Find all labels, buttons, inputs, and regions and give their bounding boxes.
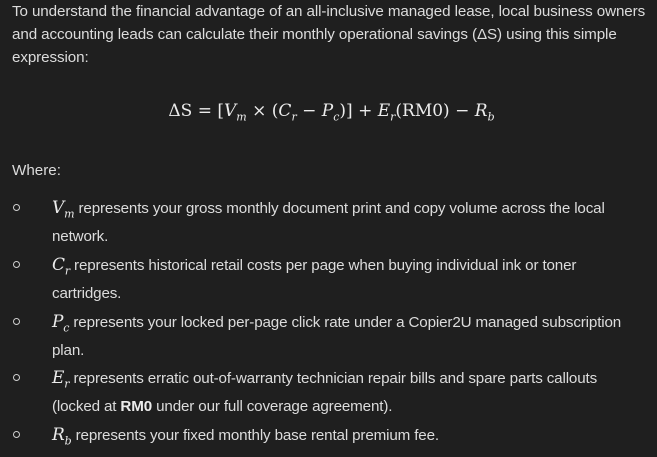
formula-rb-sub: b [487, 110, 495, 124]
definition-var: P [52, 312, 64, 332]
definition-desc: represents your gross monthly document print and copy volume across the local network. [52, 200, 605, 246]
definition-desc-before: represents erratic out-of-warranty technician repair bills and spare parts callouts (locked at [52, 370, 598, 416]
definition-text [52, 367, 642, 418]
definition-var: E [52, 368, 65, 388]
definition-desc: represents historical retail costs per page when buying individual ink or toner cartridges. [52, 257, 577, 303]
definition-desc-after: under our full coverage agreement). [152, 398, 393, 416]
definition-text [52, 424, 642, 452]
formula-pc: P [321, 101, 334, 121]
formula-times: × [252, 101, 267, 121]
formula-lhs: ΔS [168, 101, 193, 121]
hollow-circle-bullet-icon [13, 374, 23, 384]
hollow-circle-bullet-icon [13, 431, 23, 441]
hollow-circle-bullet-icon [13, 318, 23, 328]
definition-sub: c [63, 321, 70, 335]
formula-plus: + [358, 101, 373, 121]
formula-minus: − [302, 101, 317, 121]
formula-pc-sub: c [333, 110, 340, 124]
formula-minus2: − [455, 101, 470, 121]
where-label: Where: [12, 162, 61, 179]
formula-bracket-open: [ [217, 101, 224, 121]
intro-paragraph: To understand the financial advantage of an all-inclusive managed lease, local business owners and accounting leads can calculate their monthly operational savings (ΔS) using this simple expression: [12, 3, 646, 66]
definition-var: R [52, 425, 65, 445]
definition-desc: represents your locked per-page click rate under a Copier2U managed subscription plan. [52, 314, 622, 360]
definition-var: C [52, 255, 65, 275]
formula-equals: = [197, 101, 212, 121]
definition-text [52, 311, 642, 362]
definition-desc: represents your fixed monthly base rental premium fee. [71, 427, 439, 444]
definition-var: V [52, 198, 65, 218]
formula-er-sub: r [390, 110, 396, 124]
definition-sub: m [64, 207, 75, 221]
definition-sub: r [64, 264, 70, 278]
formula-cr-sub: r [291, 110, 297, 124]
formula-cr: C [278, 101, 292, 121]
formula-bracket-close: )] [339, 101, 353, 121]
formula-vm: V [224, 101, 237, 121]
formula-vm-sub: m [236, 110, 247, 124]
hollow-circle-bullet-icon [13, 261, 23, 271]
definition-sub: r [64, 377, 70, 391]
formula-er: E [377, 101, 391, 121]
definition-sub: b [64, 434, 72, 448]
hollow-circle-bullet-icon [13, 204, 23, 214]
definition-bold-value: RM0 [120, 398, 153, 416]
formula-rb: R [474, 101, 488, 121]
savings-formula: $\Delta S = [V_m \times (C_r - P_c)] + E_r(RM0) - R_b$ [168, 101, 495, 124]
definition-text [52, 254, 642, 305]
definition-text [52, 197, 642, 248]
formula-rm0: (RM0) [395, 101, 450, 121]
